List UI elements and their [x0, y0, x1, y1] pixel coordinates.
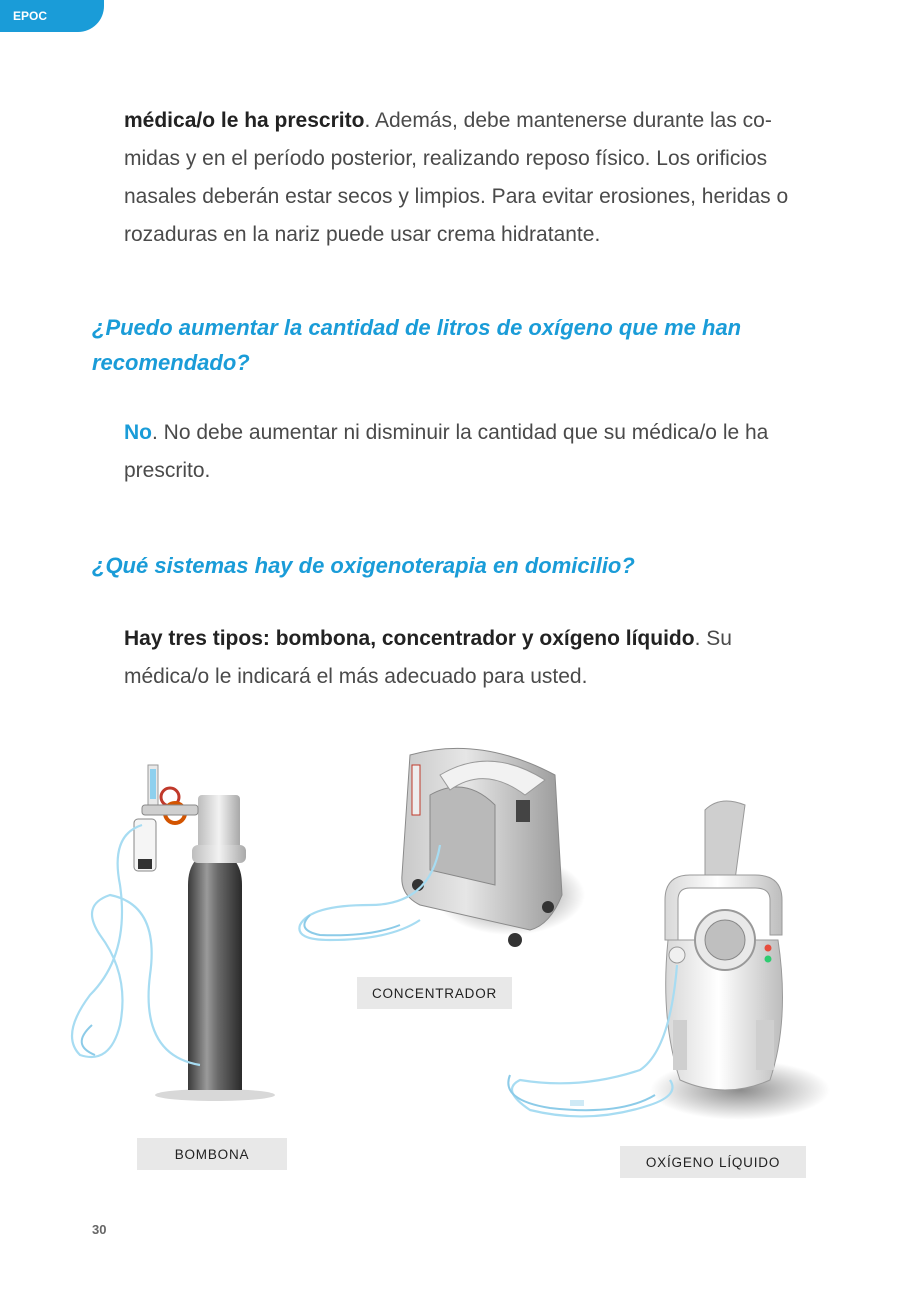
liquido-label: OXÍGENO LÍQUIDO — [645, 1154, 781, 1170]
answer-1-bold: No — [124, 421, 152, 444]
answer-1-text: . No debe aumentar ni disminuir la cantidad que su médica/o le ha prescrito. — [124, 421, 769, 482]
bombona-label: BOMBONA — [174, 1146, 250, 1162]
liquid-oxygen-unit-illustration — [500, 790, 810, 1130]
answer-2-text: . Su médica/o le indicará el más adecuado para usted. — [124, 627, 732, 688]
question-1: ¿Puedo aumentar la cantidad de litros de oxígeno que me han recomendado? — [92, 315, 742, 375]
liquido-caption — [620, 1146, 806, 1178]
concentrador-label: CONCENTRADOR — [371, 985, 498, 1001]
question-2: ¿Qué sistemas hay de oxigenoterapia en domicilio? — [92, 553, 635, 578]
intro-paragraph — [124, 102, 789, 254]
answer-2-bold: Hay tres tipos: bombona, concentrador y oxígeno líquido — [124, 627, 695, 650]
intro-bold: médica/o le ha prescrito — [124, 109, 365, 132]
section-tab — [0, 0, 104, 32]
section-tab-label: EPOC — [13, 9, 48, 23]
intro-text: . Además, debe mantenerse durante las co- midas y en el período posterior, realizando reposo físico. Los orificios nasales deberán estar secos y limpios. Para evitar erosiones, heridas o rozaduras en la nariz puede usar crema hidratante. — [124, 109, 789, 246]
bombona-caption — [137, 1138, 287, 1170]
page-number: 30 — [92, 1222, 107, 1237]
answer-2 — [124, 620, 789, 696]
oxygen-cylinder-illustration — [50, 755, 290, 1115]
answer-1 — [124, 414, 784, 490]
concentrador-caption — [357, 977, 512, 1009]
